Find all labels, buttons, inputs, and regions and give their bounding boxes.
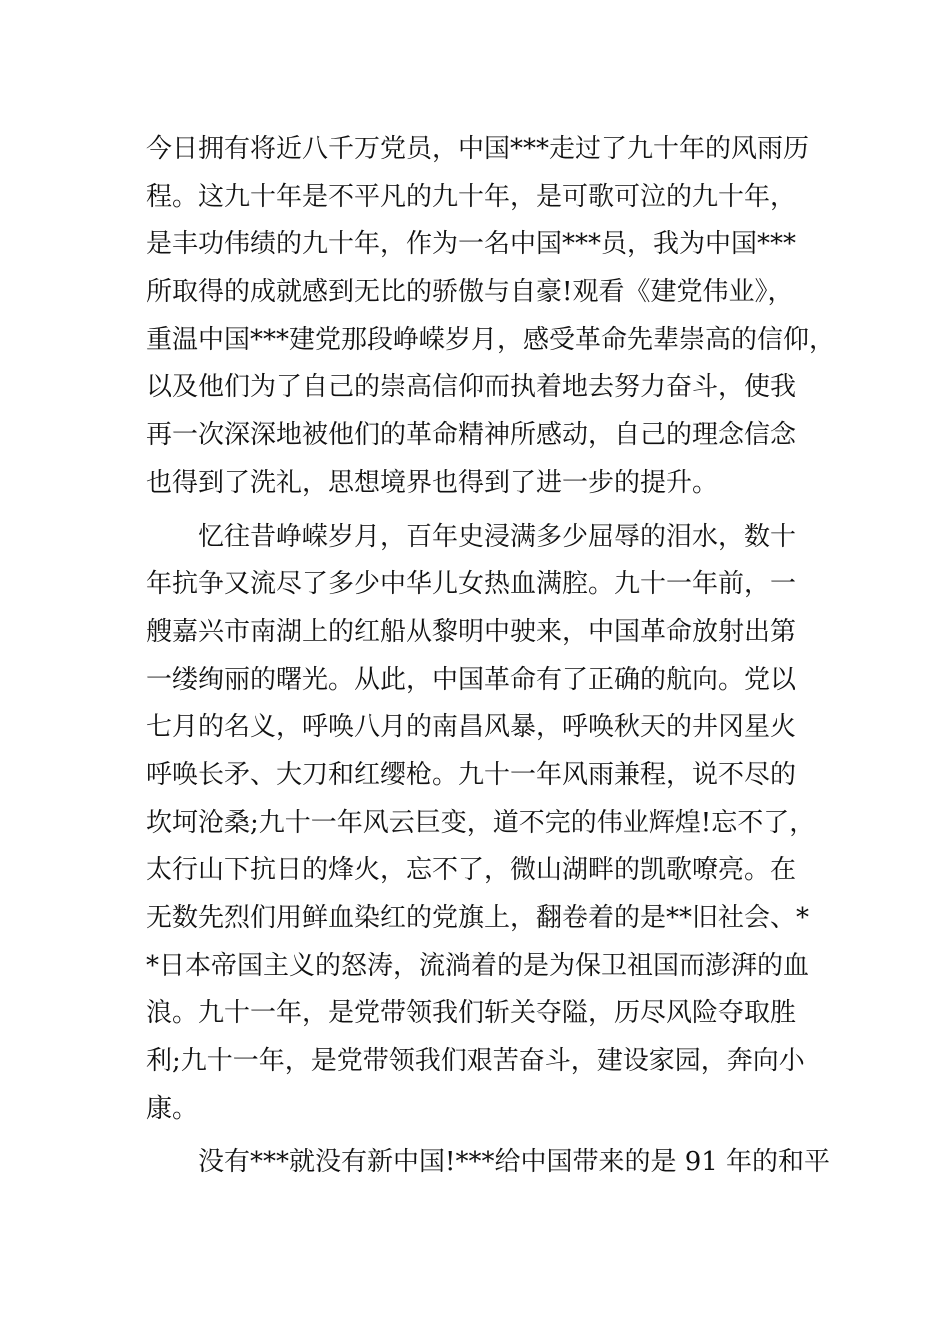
text-line-first: 忆往昔峥嵘岁月，百年史浸满多少屈辱的泪水，数十 [198, 521, 797, 552]
paragraph-1 [146, 126, 836, 508]
text-line: 一缕绚丽的曙光。从此，中国革命有了正确的航向。党以 [146, 664, 797, 695]
text-line: 利;九十一年，是党带领我们艰苦奋斗，建设家园，奔向小 [146, 1046, 805, 1077]
text-line: 坎坷沧桑;九十一年风云巨变，道不完的伟业辉煌!忘不了， [146, 807, 816, 838]
text-line: 七月的名义，呼唤八月的南昌风暴，呼唤秋天的井冈星火 [146, 712, 797, 743]
text-line: 太行山下抗日的烽火，忘不了，微山湖畔的凯歌嘹亮。在 [146, 855, 797, 886]
text-line: 呼唤长矛、大刀和红缨枪。九十一年风雨兼程，说不尽的 [146, 759, 797, 790]
text-line: 以及他们为了自己的崇高信仰而执着地去努力奋斗，使我 [146, 372, 797, 403]
text-line-first: 没有***就没有新中国!***给中国带来的是 91 年的和平 [198, 1147, 831, 1178]
text-line: 浪。九十一年，是党带领我们斩关夺隘，历尽风险夺取胜 [146, 998, 797, 1029]
text-line: *日本帝国主义的怒涛，流淌着的是为保卫祖国而澎湃的血 [146, 950, 810, 981]
text-line: 重温中国***建党那段峥嵘岁月，感受革命先辈崇高的信仰， [146, 324, 836, 355]
paragraph-3 [146, 1139, 831, 1187]
text-line: 再一次深深地被他们的革命精神所感动，自己的理念信念 [146, 420, 797, 451]
text-line: 是丰功伟绩的九十年，作为一名中国***员，我为中国*** [146, 229, 797, 260]
text-line: 艘嘉兴市南湖上的红船从黎明中驶来，中国革命放射出第 [146, 616, 797, 647]
text-line: 今日拥有将近八千万党员，中国***走过了九十年的风雨历 [146, 134, 810, 164]
text-line: 也得到了洗礼，思想境界也得到了进一步的提升。 [146, 467, 719, 498]
text-line: 无数先烈们用鲜血染红的党旗上，翻卷着的是**旧社会、* [146, 903, 810, 933]
paragraph-2 [146, 514, 826, 1134]
text-line: 程。这九十年是不平凡的九十年，是可歌可泣的九十年， [146, 181, 797, 212]
text-line: 所取得的成就感到无比的骄傲与自豪!观看《建党伟业》， [146, 277, 794, 308]
text-line: 年抗争又流尽了多少中华儿女热血满腔。九十一年前，一 [146, 569, 797, 600]
text-line: 康。 [146, 1093, 199, 1124]
document-body [146, 126, 836, 1187]
